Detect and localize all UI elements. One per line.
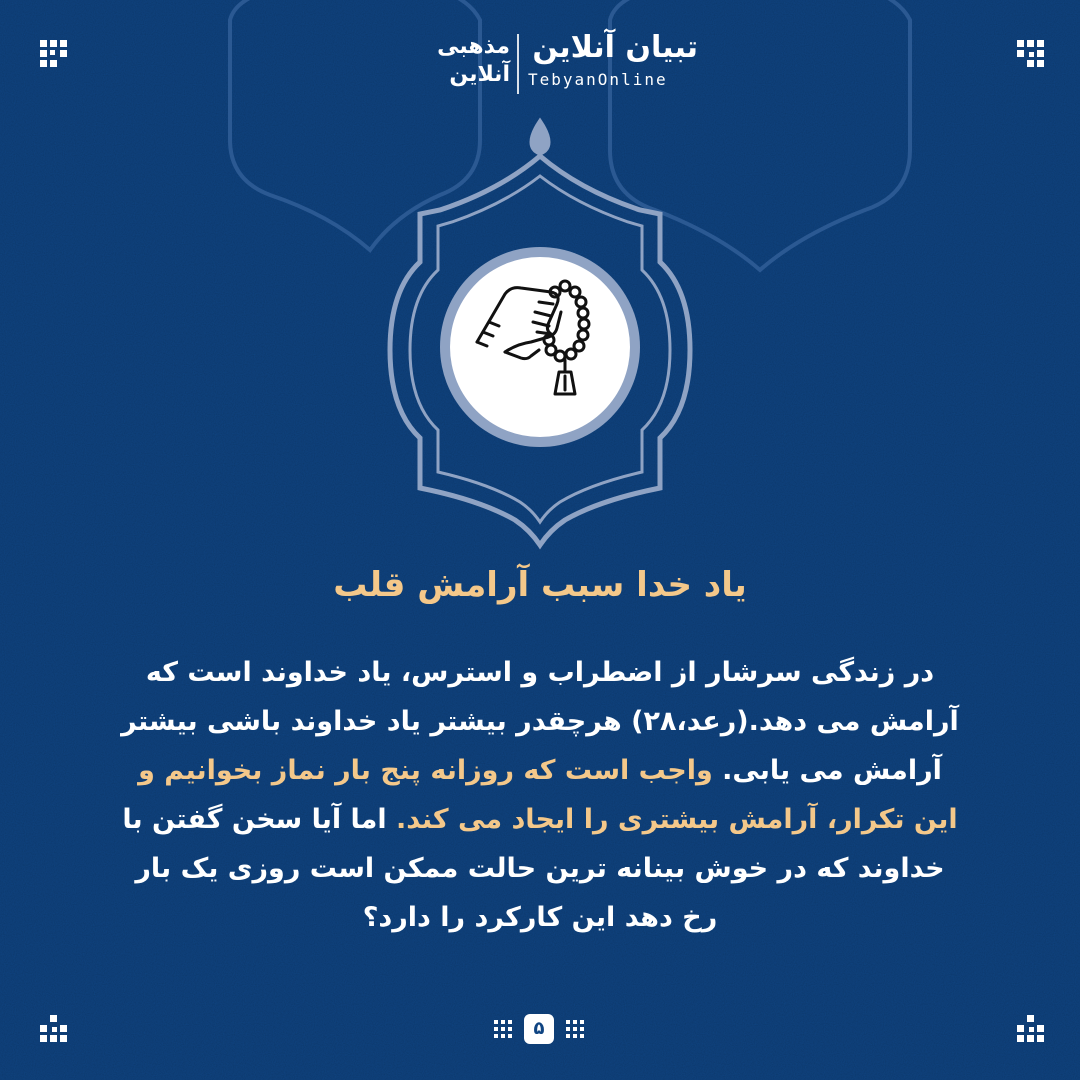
prayer-beads-hand-icon [465, 272, 615, 422]
dots-right-icon [566, 1020, 586, 1040]
brand-logo [0, 28, 1080, 98]
section-label-line2: آنلاین [449, 62, 510, 87]
dots-left-icon [494, 1020, 514, 1040]
logo-divider [517, 34, 519, 94]
page-number: ۵ [524, 1014, 554, 1044]
slide-title: یاد خدا سبب آرامش قلب [333, 565, 747, 605]
brand-name-persian: تبیان آنلاین [532, 30, 698, 65]
section-label-line1: مذهبی [437, 34, 510, 59]
page-indicator [480, 1014, 600, 1046]
body-text-highlight: واجب است که روزانه پنج بار نماز بخوانیم و این تکرار، آرامش بیشتری را ایجاد می کند. [138, 755, 958, 835]
body-paragraph [120, 648, 960, 942]
brand-name-latin: TebyanOnline [528, 70, 668, 89]
body-text-part2: اما آیا سخن گفتن با خداوند که در خوش بینانه ترین حالت ممکن است روزی یک بار رخ دهد این کارکرد را دارد؟ [122, 804, 945, 933]
body-text-part1: در زندگی سرشار از اضطراب و استرس، یاد خداوند است که آرامش می دهد.(رعد،۲۸) هرچقدر بیشتر یاد خداوند باشی بیشتر آرامش می یابی. [121, 657, 959, 786]
